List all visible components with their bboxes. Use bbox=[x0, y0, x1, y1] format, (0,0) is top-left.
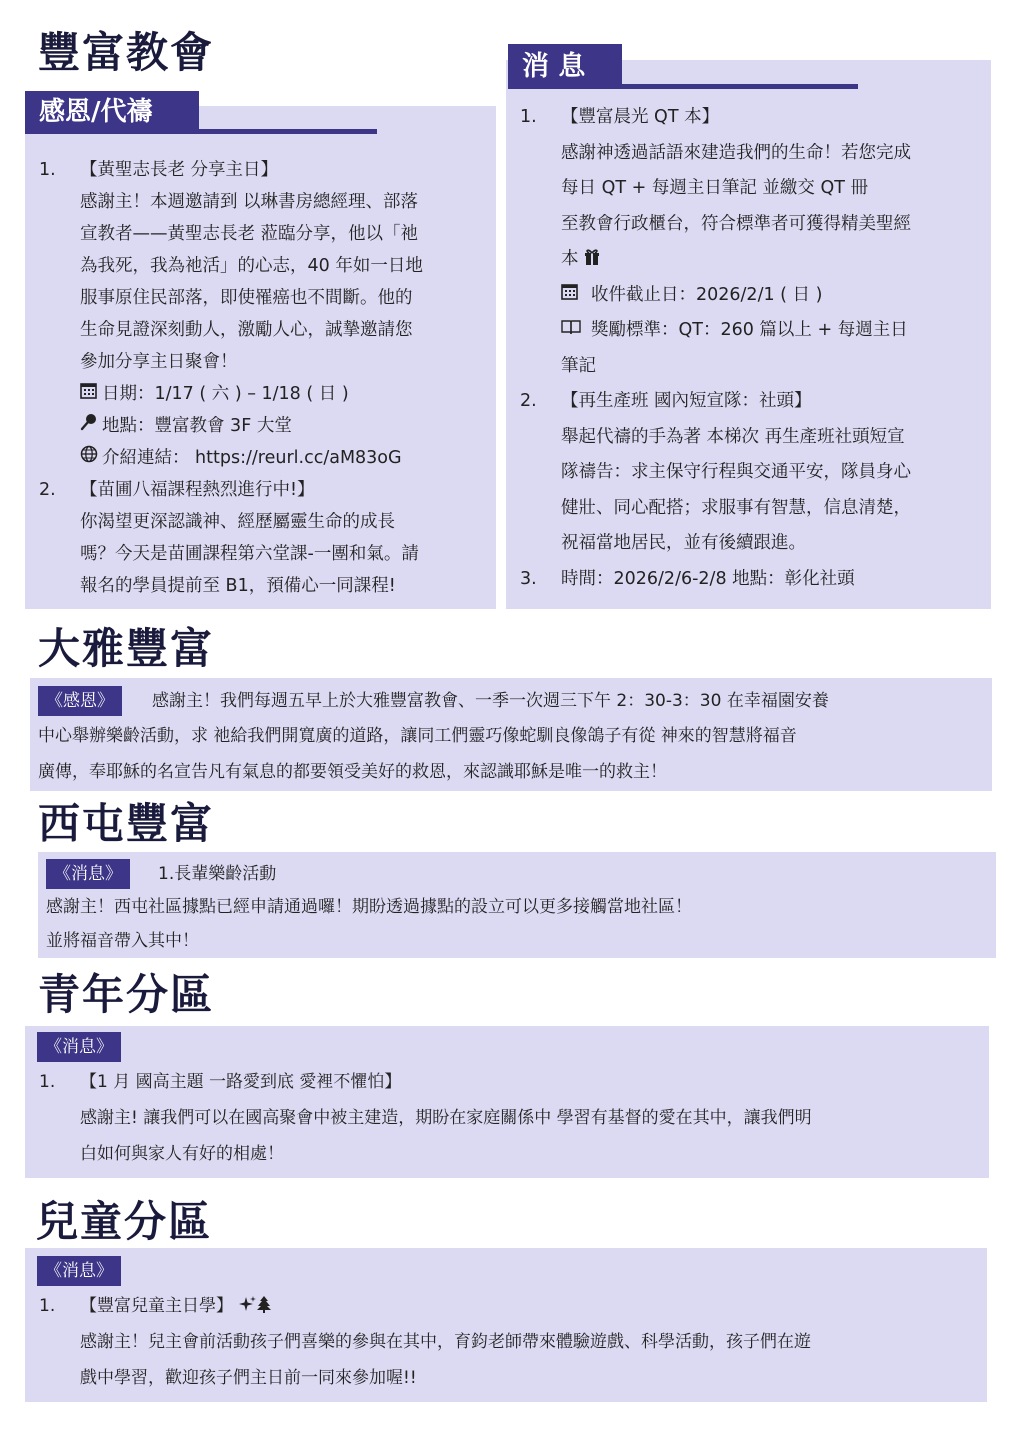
item-title: 【黃聖志長老 分享主日】 bbox=[80, 160, 279, 180]
book-icon bbox=[561, 313, 591, 349]
item-line: 隊禱告：求主保守行程與交通平安，隊員身心 bbox=[561, 462, 911, 482]
tree-icon bbox=[256, 1296, 272, 1316]
item-title: 時間：2026/2/6-2/8 地點：彰化社頭 bbox=[561, 568, 855, 589]
reward-label: 獎勵標準：QT：260 篇以上 + 每週主日 bbox=[591, 320, 908, 340]
news-tab-underline bbox=[618, 84, 858, 89]
item-line: 祝福當地居民，並有後續跟進。 bbox=[561, 533, 806, 553]
xitun-line-1: 感謝主！西屯社區據點已經申請通過囉！期盼透過據點的設立可以更多接觸當地社區！ bbox=[46, 897, 692, 917]
news-item-2 bbox=[506, 384, 991, 562]
daya-line-3: 廣傳，奉耶穌的名宣告凡有氣息的都要領受美好的救恩，來認識耶穌是唯一的救主！ bbox=[38, 762, 667, 782]
youth-title: 【1 月 國高主題 一路愛到底 愛裡不懼怕】 bbox=[80, 1072, 402, 1092]
item-line: 宣教者——黃聖志長老 蒞臨分享，他以「祂 bbox=[80, 224, 419, 244]
reward-row bbox=[561, 313, 991, 349]
youth-heading: 青年分區 bbox=[38, 970, 215, 1019]
xitun-title: 1.長輩樂齡活動 bbox=[158, 864, 277, 884]
thanks-tab-underline bbox=[195, 129, 377, 134]
pin-icon bbox=[80, 410, 102, 442]
news-tab: 消 息 bbox=[508, 44, 622, 89]
daya-line-2: 中心舉辦樂齡活動，求 祂給我們開寬廣的道路，讓同工們靈巧像蛇馴良像鴿子有從 神來的智慧將福音 bbox=[38, 726, 797, 746]
thanks-item-1 bbox=[25, 154, 496, 474]
xitun-line-2: 並將福音帶入其中！ bbox=[46, 931, 199, 951]
xitun-title-row bbox=[46, 858, 986, 890]
children-title: 【豐富兒童主日學】 bbox=[80, 1296, 233, 1316]
youth-badge: 《消息》 bbox=[37, 1032, 121, 1062]
item-number: 2. bbox=[39, 480, 56, 500]
deadline-row bbox=[561, 278, 991, 314]
deadline-label: 收件截止日：2026/2/1 ( 日 ) bbox=[591, 284, 823, 305]
item-line: 感謝神透過話語來建造我們的生命！若您完成 bbox=[561, 142, 911, 163]
gift-icon bbox=[584, 249, 600, 269]
children-badge: 《消息》 bbox=[37, 1256, 121, 1286]
item-line: 筆記 bbox=[561, 355, 596, 376]
item-number: 3. bbox=[520, 568, 537, 589]
church-heading: 豐富教會 bbox=[38, 28, 215, 77]
thanks-list bbox=[25, 154, 496, 602]
date-row bbox=[80, 378, 496, 410]
daya-heading: 大雅豐富 bbox=[38, 624, 215, 673]
link-label[interactable]: 介紹連結： https://reurl.cc/aM83oG bbox=[102, 448, 402, 468]
item-title: 【豐富晨光 QT 本】 bbox=[561, 107, 720, 127]
item-line: 服事原住民部落，即使罹癌也不間斷。他的 bbox=[80, 288, 413, 308]
children-item-1 bbox=[37, 1288, 982, 1396]
youth-line-1: 感謝主! 讓我們可以在國高聚會中被主建造，期盼在家庭關係中 學習有基督的愛在其中，讓我們明 bbox=[80, 1108, 812, 1128]
children-line-1: 感謝主！兒主會前活動孩子們喜樂的參與在其中，育鈞老師帶來體驗遊戲、科學活動，孩子們在遊 bbox=[80, 1332, 811, 1352]
item-line: 每日 QT + 每週主日筆記 並繳交 QT 冊 bbox=[561, 178, 868, 198]
daya-text-1: 感謝主！我們每週五早上於大雅豐富教會、一季一次週三下午 2：30-3：30 在幸福園安養 bbox=[152, 691, 829, 711]
item-line: 參加分享主日聚會！ bbox=[80, 352, 238, 372]
thanks-tab: 感恩/代禱 bbox=[25, 91, 199, 134]
item-title: 【苗圃八福課程熱烈進行中!】 bbox=[80, 480, 315, 500]
place-label: 地點：豐富教會 3F 大堂 bbox=[102, 416, 292, 436]
news-item-1 bbox=[506, 100, 991, 384]
thanks-item-2 bbox=[25, 474, 496, 602]
item-line: 嗎？今天是苗圃課程第六堂課-一團和氣。請 bbox=[80, 544, 419, 564]
item-title: 【再生產班 國內短宣隊：社頭】 bbox=[561, 391, 812, 411]
xitun-badge: 《消息》 bbox=[46, 859, 130, 889]
daya-content bbox=[38, 685, 988, 790]
youth-line-2: 白如何與家人有好的相處！ bbox=[80, 1144, 284, 1164]
globe-icon bbox=[80, 442, 102, 474]
xitun-content bbox=[46, 858, 986, 958]
youth-content bbox=[37, 1032, 982, 1172]
item-line: 生命見證深刻動人，激勵人心，誠摯邀請您 bbox=[80, 320, 413, 340]
item-line: 感謝主！本週邀請到 以琳書房總經理、部落 bbox=[80, 192, 419, 212]
daya-line-1 bbox=[38, 685, 988, 718]
item-line: 你渴望更深認識神、經歷屬靈生命的成長 bbox=[80, 512, 395, 532]
item-number: 1. bbox=[39, 160, 56, 180]
news-list bbox=[506, 100, 991, 597]
item-number: 1. bbox=[520, 107, 537, 127]
item-number: 1. bbox=[39, 1072, 56, 1092]
calendar-icon bbox=[561, 278, 591, 314]
item-line: 本 bbox=[561, 249, 579, 269]
children-heading: 兒童分區 bbox=[36, 1197, 213, 1246]
calendar-icon bbox=[80, 378, 102, 410]
xitun-heading: 西屯豐富 bbox=[38, 799, 215, 848]
item-line: 至教會行政櫃台，符合標準者可獲得精美聖經 bbox=[561, 213, 911, 234]
link-row bbox=[80, 442, 496, 474]
date-label: 日期：1/17 ( 六 ) – 1/18 ( 日 ) bbox=[102, 384, 349, 404]
youth-item-1 bbox=[37, 1064, 982, 1172]
item-line: 報名的學員提前至 B1，預備心一同課程! bbox=[80, 576, 396, 596]
children-title-row bbox=[80, 1288, 982, 1324]
item-line-gift bbox=[561, 242, 991, 278]
daya-badge: 《感恩》 bbox=[38, 686, 122, 716]
news-item-3 bbox=[506, 562, 991, 598]
item-line: 舉起代禱的手為著 本梯次 再生產班社頭短宣 bbox=[561, 426, 905, 447]
item-line: 為我死，我為祂活」的心志，40 年如一日地 bbox=[80, 256, 423, 276]
children-content bbox=[37, 1256, 982, 1396]
place-row bbox=[80, 410, 496, 442]
item-number: 2. bbox=[520, 391, 537, 411]
item-number: 1. bbox=[39, 1296, 56, 1316]
item-line: 健壯、同心配搭；求服事有智慧，信息清楚， bbox=[561, 497, 911, 518]
sparkle-icon bbox=[238, 1296, 256, 1316]
children-line-2: 戲中學習，歡迎孩子們主日前一同來參加喔!! bbox=[80, 1368, 417, 1388]
